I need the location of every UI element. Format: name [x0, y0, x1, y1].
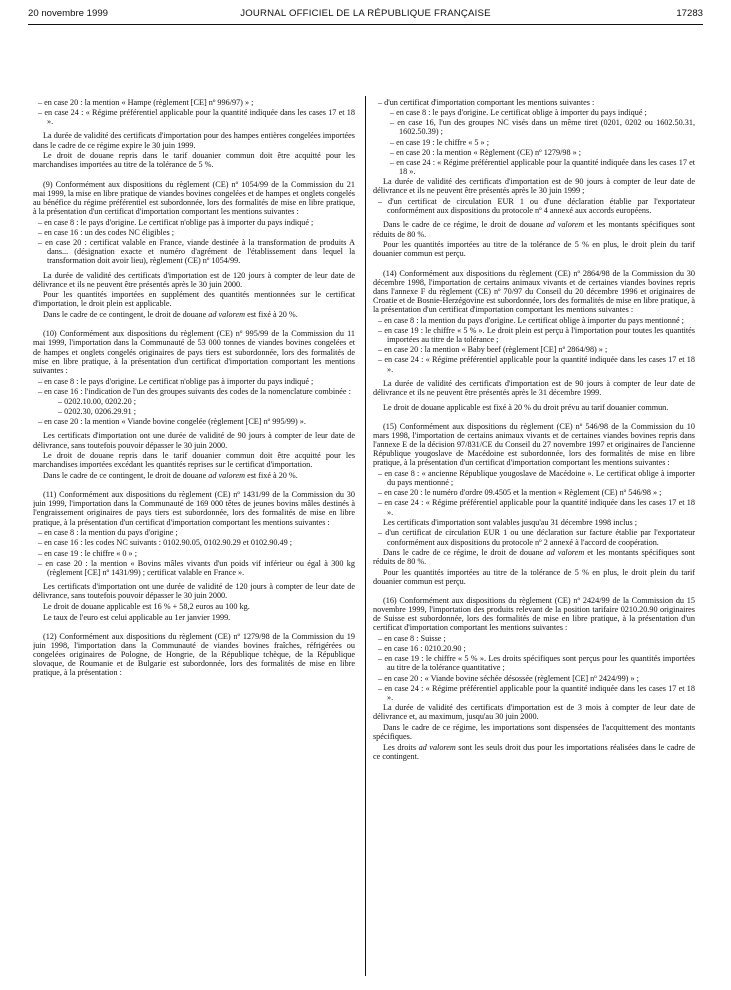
- paragraph: Le droit de douane applicable est fixé à 20 % du droit prévu au tarif douanier commun.: [383, 402, 669, 412]
- paragraph: Les certificats d'importation sont valables jusqu'au 31 décembre 1998 inclus ;: [383, 517, 637, 527]
- paragraph: Dans le cadre de ce contingent, le droit de douane ad valorem est fixé à 20 %.: [43, 470, 298, 480]
- list-item: – en case 20 : la mention « Hampe (règlement [CE] nº 996/97) » ;: [38, 98, 254, 107]
- list-item: – en case 8 : le pays d'origine. Le certificat n'oblige pas à importer du pays indiqué ;: [38, 376, 314, 386]
- article-10: [33, 329, 355, 480]
- column-divider: [365, 96, 366, 976]
- list-item: – en case 24 : « Régime préférentiel applicable pour la quantité indiquée dans les cases 17 et 18 ».: [378, 355, 695, 374]
- article-12: [33, 632, 355, 678]
- list-item: – en case 24 : « Régime préférentiel applicable pour la quantité indiquée dans les cases 17 et 18 ».: [390, 157, 695, 177]
- list-item: – d'un certificat de circulation EUR 1 ou d'une déclaration établie par l'exportateur conformément aux dispositions du protocole nº 4 annexé aux accords européens.: [378, 197, 695, 216]
- paragraph: Le droit de douane applicable est 16 % + 58,2 euros au 100 kg.: [43, 601, 250, 611]
- article-16: [373, 596, 695, 761]
- list-item: – en case 16 : 0210.20.90 ;: [378, 644, 466, 654]
- header-date: 20 novembre 1999: [28, 8, 109, 19]
- paragraph: Pour les quantités importées en supplément des quantités mentionnées sur le certificat d'importation, le droit plein est applicable.: [33, 290, 355, 309]
- paragraph: Pour les quantités importées au titre de la tolérance de 5 % en plus, le droit plein du tarif douanier commun est perçu.: [373, 240, 695, 259]
- article-15: [373, 422, 695, 586]
- article-intro: (14) Conformément aux dispositions du règlement (CE) nº 2864/98 de la Commission du 30 décembre 1998, l'importation de certains animaux vivants et de certaines viandes bovines repris dans l'annexe F du règlement (CE) nº 70/97 du Conseil du 20 décembre 1996 et originaires de Croatie et de Bosnie-Herzégovine est subordonnée, lors des formalités de mise en libre pratique, à la présentation d'un certificat d'importation comportant les mentions suivantes :: [373, 268, 695, 315]
- paragraph: La durée de validité des certificats d'importation est de 120 jours à compter de leur date de délivrance et ils ne peuvent être présentés après le 30 juin 2000.: [33, 270, 355, 289]
- paragraph: Les droits ad valorem sont les seuls droit dus pour les importations réalisées dans le cadre de ce contingent.: [373, 742, 695, 761]
- article-14: [373, 269, 695, 412]
- left-column: [33, 98, 355, 984]
- paragraph: La durée de validité des certificats d'importation est de 3 mois à compter de leur date de délivrance et, au maximum, jusqu'au 30 juin 2000.: [373, 703, 695, 722]
- list-item: – en case 8 : Suisse ;: [378, 633, 446, 643]
- list-item: – en case 8 : la mention du pays d'origine ;: [38, 528, 178, 538]
- list-item: – en case 20 : le numéro d'ordre 09.4505 et la mention « Règlement (CE) nº 546/98 » ;: [378, 488, 662, 498]
- paragraph: Pour les quantités importées au titre de la tolérance de 5 % en plus, le droit plein du tarif douanier commun est perçu.: [373, 567, 695, 586]
- journal-title: JOURNAL OFFICIEL DE LA RÉPUBLIQUE FRANÇAISE: [240, 8, 491, 19]
- paragraph: Dans le cadre de ce contingent, le droit de douane ad valorem est fixé à 20 %.: [43, 310, 298, 320]
- list-item: – en case 19 : le chiffre « 0 » ;: [38, 548, 137, 558]
- paragraph: La durée de validité des certificats d'importation pour des hampes entières congelées importées dans le cadre de ce régime expire le 30 juin 1999.: [33, 131, 355, 150]
- list-item: – en case 8 : « ancienne République yougoslave de Macédoine ». Le certificat oblige à importer du pays mentionné ;: [378, 468, 695, 488]
- article-11: [33, 490, 355, 622]
- list-item: – en case 20 : la mention « Bovins mâles vivants d'un poids vif inférieur ou égal à 300 kg (règlement [CE] nº 1431/99) ; certificat valable en France ».: [38, 558, 355, 577]
- header-rule: [28, 24, 703, 25]
- list-item: – en case 19 : le chiffre « 5 % ». Le droit plein est perçu à l'importation pour toutes les quantités importées au titre de la tolérance ;: [378, 325, 695, 345]
- paragraph: Le taux de l'euro est celui applicable au 1er janvier 1999.: [43, 612, 231, 622]
- article-intro: (11) Conformément aux dispositions du règlement (CE) nº 1431/99 de la Commission du 30 juin 1999, l'importation dans la Communauté de 169 000 têtes de jeunes bovins mâles destinés à l'engraissement originaires de pays tiers est subordonnée, lors des formalités de mise en libre pratique, à la présentation d'un certificat d'importation comportant les mentions suivantes :: [33, 490, 355, 527]
- list-item: – en case 19 : le chiffre « 5 » ;: [390, 137, 489, 147]
- list-item: – en case 16 : les codes NC suivants : 0102.90.05, 0102.90.29 et 0102.90.49 ;: [38, 538, 293, 548]
- paragraph: Dans le cadre de ce régime, le droit de douane ad valorem et les montants spécifiques sont réduits de 80 %.: [373, 220, 695, 239]
- paragraph: Le droit de douane repris dans le tarif douanier commun doit être acquitté pour les marchandises importées excédant les quantités reprises sur le certificat d'importation.: [33, 451, 355, 470]
- list-item: – d'un certificat de circulation EUR 1 ou une déclaration sur facture établie par l'exportateur conformément aux dispositions du protocole nº 2 annexé à l'accord de coopération.: [378, 528, 695, 547]
- article-intro: (16) Conformément aux dispositions du règlement (CE) nº 2424/99 de la Commission du 15 novembre 1999, l'importation des produits relevant de la position tarifaire 0210.20.90 originaires de Suisse est subordonnée, lors des formalités de mise en libre pratique, à la présentation d'un certificat d'importation comportant les mentions suivantes :: [373, 595, 695, 633]
- article-9: [33, 180, 355, 320]
- article-intro: (10) Conformément aux dispositions du règlement (CE) nº 995/99 de la Commission du 11 mai 1999, l'importation dans la Communauté de 53 000 tonnes de viandes bovines congelées et de hampes et onglets congelés originaires de pays tiers est subordonnée, lors des formalités de mise en libre pratique, à la présentation d'un certificat d'importation comportant les mentions suivantes :: [33, 329, 355, 375]
- right-column: [373, 98, 695, 984]
- article-intro: (9) Conformément aux dispositions du règlement (CE) nº 1054/99 de la Commission du 21 mai 1999, la mise en libre pratique de viandes bovines congelées et de hampes et onglets congelés au bénéfice du régime préférentiel est subordonnée, lors des formalités de mise en libre pratique, à la présentation d'un certificat d'importation comportant les mentions suivantes :: [33, 179, 355, 217]
- list-item: – en case 24 : « Régime préférentiel applicable pour la quantité indiquée dans les cases 17 et 18 ».: [38, 108, 355, 127]
- list-item: – d'un certificat d'importation comportant les mentions suivantes :: [378, 98, 595, 107]
- list-item: – en case 8 : la mention du pays d'origine. Le certificat oblige à importer du pays mentionné ;: [378, 315, 684, 325]
- list-item: – en case 16 : l'indication de l'un des groupes suivants des codes de la nomenclature combinée :: [38, 386, 351, 396]
- paragraph: Le droit de douane repris dans le tarif douanier commun doit être acquitté pour les marchandises importées au titre de la tolérance de 5 %.: [33, 151, 355, 170]
- code-group: – 0202.30, 0206.29.91 ;: [58, 407, 137, 417]
- article-intro: (12) Conformément aux dispositions du règlement (CE) nº 1279/98 de la Commission du 19 juin 1998, l'importation dans la Communauté de viandes bovines fraîches, réfrigérées ou congelées originaires de Pologne, de Hongrie, de la République tchèque, de la République slovaque, de Roumanie et de Bulgarie est subordonnée, lors des formalités de mise en libre pratique, à la présentation :: [33, 631, 355, 678]
- page-header: [28, 6, 703, 22]
- paragraph: La durée de validité des certificats d'importation est de 90 jours à compter de leur date de délivrance et ils ne peuvent être présentés après le 30 juin 1999 ;: [373, 177, 695, 196]
- list-item: – en case 24 : « Régime préférentiel applicable pour la quantité indiquée dans les cases 17 et 18 ».: [378, 683, 695, 702]
- list-item: – en case 20 : la mention « Baby beef (règlement [CE] nº 2864/98) » ;: [378, 345, 608, 355]
- list-item: – en case 16, l'un des groupes NC visés dans un même tiret (0201, 0202 ou 1602.50.31, 1602.50.39) ;: [390, 118, 695, 137]
- list-item: – en case 19 : le chiffre « 5 % ». Les droits spécifiques sont perçus pour les quantités importées au titre de la tolérance quantitative ;: [378, 654, 695, 673]
- paragraph: Les certificats d'importation ont une durée de validité de 120 jours à compter de leur date de délivrance, sans toutefois pouvoir dépasser le 30 juin 2000.: [33, 582, 355, 601]
- list-item: – en case 20 : « Viande bovine séchée désossée (règlement [CE] nº 2424/99) » ;: [378, 673, 639, 683]
- paragraph: Dans le cadre de ce régime, les importations sont dispensées de l'acquittement des montants spécifiques.: [373, 722, 695, 742]
- page-number: 17283: [676, 8, 703, 19]
- paragraph: Les certificats d'importation ont une durée de validité de 90 jours à compter de leur date de délivrance, sans toutefois pouvoir dépasser le 30 juin 2000.: [33, 431, 355, 450]
- article-intro: (15) Conformément aux dispositions du règlement (CE) nº 546/98 de la Commission du 10 mars 1998, l'importation de certains animaux vivants et de certaines viandes bovines repris dans l'annexe E de la décision 97/831/CE du Conseil du 27 novembre 1997 et originaires de l'ancienne République yougoslave de Macédoine est subordonnée, lors des formalités de mise en libre pratique, à la présentation d'un certificat d'importation comportant les mentions suivantes :: [373, 421, 695, 468]
- list-item: – en case 24 : « Régime préférentiel applicable pour la quantité indiquée dans les cases 17 et 18 ».: [378, 498, 695, 517]
- paragraph: Dans le cadre de ce régime, le droit de douane ad valorem et les montants spécifiques sont réduits de 80 %.: [373, 547, 695, 566]
- list-item: – en case 20 : la mention « Règlement (CE) nº 1279/98 » ;: [390, 147, 582, 157]
- list-item: – en case 20 : certificat valable en France, viande destinée à la transformation de produits A dans... (désignation exacte et numéro d'agrément de l'établissement dans lequel la transformation doit avoir lieu), règlement (CE) nº 1054/99.: [38, 238, 355, 266]
- list-item: – en case 16 : un des codes NC éligibles ;: [38, 227, 174, 237]
- list-item: – en case 20 : la mention « Viande bovine congelée (règlement [CE] nº 995/99) ».: [38, 417, 306, 427]
- list-item: – en case 8 : le pays d'origine. Le certificat n'oblige pas à importer du pays indiqué ;: [38, 217, 314, 227]
- list-item: – en case 8 : le pays d'origine. Le certificat oblige à importer du pays indiqué ;: [390, 108, 647, 118]
- paragraph: La durée de validité des certificats d'importation est de 90 jours à compter de leur date de délivrance et ils ne peuvent être présentés après le 31 décembre 1999.: [373, 378, 695, 397]
- code-group: – 0202.10.00, 0202.20 ;: [58, 396, 137, 406]
